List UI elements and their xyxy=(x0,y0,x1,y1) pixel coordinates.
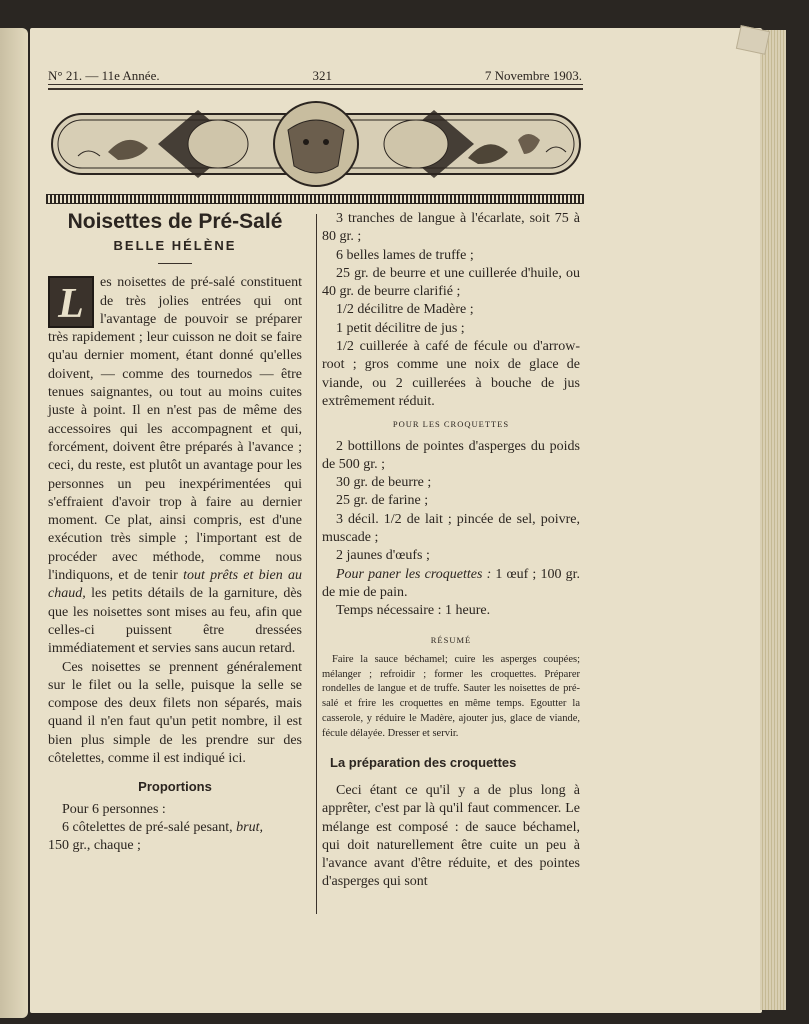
intro-text: es noisettes de pré-salé constituent de très jolies entrées qui ont l'avantage de pouvoir se préparer très rapidement ; leur cuisson ne doit se faire qu'au dernier moment, étant donné qu'elles doivent, — comme des tournedos — être tenues saignantes, ou tout au moins cuites juste à point. Il en n'est pas de même des accessoires qui les accompagnent et qui, forcément, doivent être préparés à l'avance ; ceci, du reste, est plutôt un avantage pour les personnes un peu inexpérimentées qui s'effraient d'avoir trop à faire au dernier moment. Ce plat, ainsi compris, est d'une exécution très simple ; l'important est de procéder avec méthode, comme nous l'indiquons, et de tenir xyxy=(48,275,302,584)
preparation-text: Ceci étant ce qu'il y a de plus long à apprêter, c'est par là qu'il faut commencer. Le mélange est composé : de sauce béchamel, qui doit naturellement être cuite un peu à l'avance avant d'être réduite, et des pointes d'asperges qui sont xyxy=(322,782,580,890)
resume-heading: RÉSUMÉ xyxy=(430,634,472,645)
left-column xyxy=(48,210,302,856)
intro-end: les petits détails de la garniture, dès que les noisettes sont mises au feu, afin que celles-ci puissent être dressées immédiatement et servies sans aucun retard. xyxy=(48,586,302,657)
facing-page-edge xyxy=(0,28,28,1018)
issue-number: N° 21. — 11e Année. xyxy=(48,68,160,83)
croquette-ingredient: 30 gr. de beurre ; xyxy=(336,475,432,491)
header-rule-thick xyxy=(48,88,583,90)
ingredient-cutlets-italic: brut, xyxy=(236,819,263,835)
ornamental-rule xyxy=(46,194,584,204)
header-rule xyxy=(48,84,583,85)
croquette-ingredient: 2 bottillons de pointes d'asperges du poids de 500 gr. ; xyxy=(322,438,580,472)
issue-date: 7 Novembre 1903. xyxy=(484,68,582,83)
dropcap-letter: L xyxy=(48,276,94,328)
intro-paragraph xyxy=(48,274,302,658)
ingredient-cutlets xyxy=(48,819,302,856)
ingredient-line: 25 gr. de beurre et une cuillerée d'huile, ou 40 gr. de beurre clarifié ; xyxy=(322,265,580,300)
ingredient-line: 6 belles lames de truffe ; xyxy=(336,247,474,263)
paner-text: 1 œuf ; 100 gr. de mie de pain. xyxy=(322,566,580,600)
body-paragraph-2: Ces noisettes se prennent généralement sur le filet ou la selle, puisque la selle se compose des deux filets non séparés, mais quand il n'en faut qu'un petit nombre, il est bien plus simple de les prendre sur des côtelettes, comme il est indiqué ici. xyxy=(48,659,302,767)
ingredient-line: 3 tranches de langue à l'écarlate, soit 75 à 80 gr. ; xyxy=(322,211,580,245)
ingredient-line: 1/2 cuillerée à café de fécule ou d'arrow-root ; gros comme une noix de glace de viande, ou 2 cuillerées à bouche de jus extrêmement réduit. xyxy=(322,339,580,409)
article-title: Noisettes de Pré-Salé xyxy=(67,210,283,233)
persons-line: Pour 6 personnes : xyxy=(62,801,166,817)
page-stack-edge xyxy=(760,30,786,1010)
ingredient-line: 1 petit décilitre de jus ; xyxy=(336,320,465,336)
column-divider xyxy=(316,214,317,914)
page-number: 321 xyxy=(312,68,332,83)
time-required: Temps nécessaire : 1 heure. xyxy=(336,603,491,619)
article-subtitle: BELLE HÉLÈNE xyxy=(113,238,237,253)
ingredient-line: 1/2 décilitre de Madère ; xyxy=(336,302,474,318)
paner-line xyxy=(322,566,580,603)
preparation-heading: La préparation des croquettes xyxy=(330,754,517,770)
proportions-heading: Proportions xyxy=(138,779,212,795)
croquettes-subheading: POUR LES CROQUETTES xyxy=(392,419,510,430)
resume-text: Faire la sauce béchamel; cuire les asperges coupées; mélanger ; refroidir ; former les croquettes. Préparer rondelles de langue et de truffe. Sauter les noisettes de pré-salé et frire les croquettes en même temps. Egoutter la casserole, y réduire le Madère, ajouter jus, glace de viande, fécule délayée. Dresser et servir. xyxy=(322,653,580,739)
right-column xyxy=(322,210,580,892)
croquette-ingredient: 3 décil. 1/2 de lait ; pincée de sel, poivre, muscade ; xyxy=(322,511,580,546)
title-rule xyxy=(158,263,192,264)
ingredient-cutlets-text: 6 côtelettes de pré-salé pesant, xyxy=(62,819,233,835)
running-header xyxy=(48,68,582,84)
animal-banner-illustration xyxy=(48,100,584,188)
intro-italic: tout prêts et bien au chaud, xyxy=(48,568,302,602)
croquette-ingredient: 25 gr. de farine ; xyxy=(336,493,429,509)
ingredient-cutlets-weight: 150 gr., chaque ; xyxy=(48,838,141,854)
croquette-ingredient: 2 jaunes d'œufs ; xyxy=(336,548,430,564)
paner-italic: Pour paner les croquettes : xyxy=(336,566,492,582)
